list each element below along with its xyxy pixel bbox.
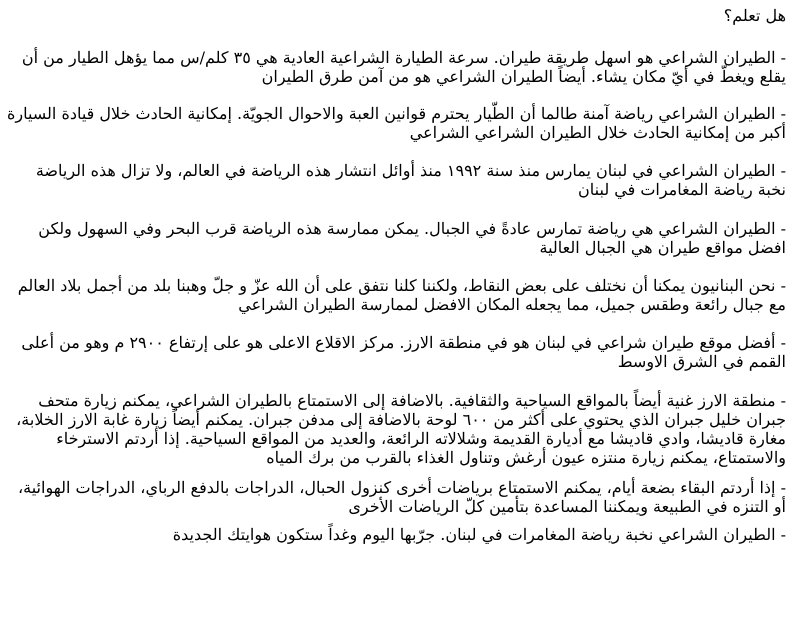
document-body <box>0 6 800 544</box>
paragraph-easy-flight: - الطيران الشراعي هو اسهل طريقة طيران. سرعة الطيارة الشراعية العادية هي ٣٥ كلم/س مما يؤهل الطيار من أن يقلع ويغطّ في أيّ مكان يشاء. أيضاً الطيران الشراعي هو من آمن طرق الطيران <box>21 48 786 86</box>
paragraph-history-lebanon: - الطيران الشراعي في لبنان يمارس منذ سنة ١٩٩٢ منذ أوائل انتشار هذه الرياضة في العالم، ولا تزال هذه الرياضة نخبة رياضة المغامرات في لبنان <box>35 161 786 199</box>
paragraph-mountains: - الطيران الشراعي هي رياضة تمارس عادةً في الجبال. يمكن ممارسة هذه الرياضة قرب البحر وفي السهول ولكن افضل مواقع طيران هي الجبال العالية <box>38 219 786 257</box>
paragraph-cedars-tourism: - منطقة الارز غنية أيضاً بالمواقع السياحية والثقافية. بالاضافة إلى الاستمتاع بالطيران الشراعي، يمكنم زيارة متحف جبران خليل جبران الذي يحتوي على أكثر من ٦٠٠ لوحة بالاضافة إلى مدفن جبران. يمكنم أيضاً زيارة غابة الارز الخلابة، مغارة قاديشا، وادي قاديشا مع أديارة القديمة وشلالاته الرائعة، والعديد من المواقع السياحية. إذا أردتم الاسترخاء والاستمتاع، يمكنم زيارة منتزه عيون أرغش وتناول الغذاء بالقرب من برك المياه <box>16 391 786 467</box>
paragraph-closing: - الطيران الشراعي نخبة رياضة المغامرات في لبنان. جرّبها اليوم وغداً ستكون هوايتك الجديدة <box>172 525 786 544</box>
paragraph-other-sports: - إذا أردتم البقاء بضعة أيام، يمكنم الاستمتاع برياضات أخرى كنزول الحبال، الدراجات بالدفع الرباي، الدراجات الهوائية، أو التنزه في الطبيعة ويمكننا المساعدة بتأمين كلّ الرياضات الأخرى <box>17 478 786 516</box>
paragraph-cedars-site: - أفضل موقع طيران شراعي في لبنان هو في منطقة الارز. مركز الاقلاع الاعلى هو على إرتفاع ٢٩٠٠ م وهو من أعلى القمم في الشرق الاوسط <box>21 333 786 371</box>
document-title: هل تعلم؟ <box>723 6 786 25</box>
paragraph-lebanese-people: - نحن البنانيون يمكنا أن نختلف على بعض النقاط، ولكننا كلنا نتفق على أن الله عزّ و جلّ وهبنا بلد من أجمل بلاد العالم مع جبال رائعة وطقس جميل، مما يجعله المكان الافضل لممارسة الطيران الشراعي <box>17 276 786 314</box>
paragraph-safety: - الطيران الشراعي رياضة آمنة طالما أن الطّيار يحترم قوانين العبة والاحوال الجويّة. إمكانية الحادث خلال قيادة السيارة أكبر من إمكانية الحادث خلال الطيران الشراعي الشراعي <box>6 104 786 142</box>
